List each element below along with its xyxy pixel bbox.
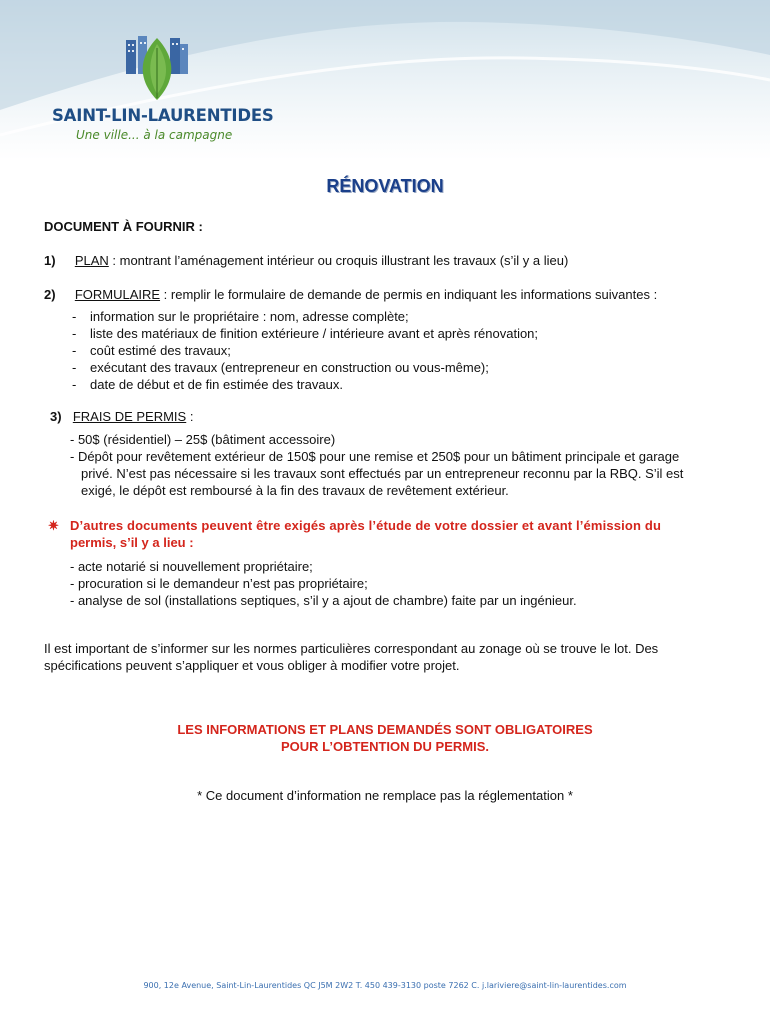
section-label: PLAN (74, 253, 109, 268)
deposit-line: privé. N’est pas nécessaire si les travaux sont effectués par un entrepreneur reconnu par la RBQ. S’il est (81, 466, 684, 481)
list-item: - exécutant des travaux (entrepreneur en construction ou vous-même); (72, 360, 489, 375)
notice-line: D’autres documents peuvent être exigés après l’étude de votre dossier et avant l’émission du (70, 518, 662, 533)
section-text: : montrant l’aménagement intérieur ou croquis illustrant les travaux (s’il y a lieu) (108, 253, 569, 268)
section-number: 3) (50, 409, 62, 424)
list-item: - liste des matériaux de finition extérieure / intérieure avant et après rénovation; (72, 326, 539, 341)
section-number: 1) (44, 253, 56, 268)
deposit-line: - Dépôt pour revêtement extérieur de 150$ pour une remise et 250$ pour un bâtiment principale et garage (70, 449, 680, 464)
document-heading: DOCUMENT À FOURNIR : (44, 219, 203, 234)
fee-line: - 50$ (résidentiel) – 25$ (bâtiment accessoire) (70, 432, 336, 447)
notice-item: - acte notarié si nouvellement propriétaire; (70, 559, 313, 574)
deposit-line: exigé, le dépôt est remboursé à la fin des travaux de revêtement extérieur. (81, 483, 509, 498)
list-item: - information sur le propriétaire : nom, adresse complète; (72, 309, 409, 324)
notice-line: permis, s’il y a lieu : (70, 535, 194, 550)
notice-item: - procuration si le demandeur n’est pas propriétaire; (70, 576, 368, 591)
city-tagline: Une ville... à la campagne (76, 128, 233, 142)
city-leaf-icon (122, 34, 192, 104)
section-text: : (186, 409, 194, 424)
list-item: - coût estimé des travaux; (72, 343, 231, 358)
section-formulaire (44, 286, 657, 303)
disclaimer: * Ce document d’information ne remplace pas la réglementation * (197, 788, 573, 803)
section-label: FORMULAIRE (74, 287, 161, 302)
page-title: RÉNOVATION (326, 176, 444, 196)
list-item: - date de début et de fin estimée des travaux. (72, 377, 343, 392)
mandatory-notice-line: LES INFORMATIONS ET PLANS DEMANDÉS SONT OBLIGATOIRES (177, 722, 593, 737)
section-frais (50, 408, 193, 425)
section-label: FRAIS DE PERMIS (72, 409, 187, 424)
city-name: SAINT-LIN-LAURENTIDES (52, 106, 274, 125)
mandatory-notice-line: POUR L’OBTENTION DU PERMIS. (280, 739, 489, 754)
section-plan (44, 252, 568, 269)
notice-star-icon: ✷ (48, 518, 59, 533)
notice-item: - analyse de sol (installations septiques, s’il y a ajout de chambre) faite par un ingénieur. (70, 593, 577, 608)
info-paragraph-line: Il est important de s’informer sur les normes particulières correspondant au zonage où se trouve le lot. Des (44, 641, 659, 656)
footer-contact: 900, 12e Avenue, Saint-Lin-Laurentides QC J5M 2W2 T. 450 439-3130 poste 7262 C. j.lariviere@saint-lin-laurentides.com (143, 981, 627, 990)
info-paragraph-line: spécifications peuvent s’appliquer et vous obliger à modifier votre projet. (44, 658, 460, 673)
section-number: 2) (44, 287, 56, 302)
section-text: : remplir le formulaire de demande de permis en indiquant les informations suivantes : (160, 287, 658, 302)
city-logo (52, 34, 274, 146)
